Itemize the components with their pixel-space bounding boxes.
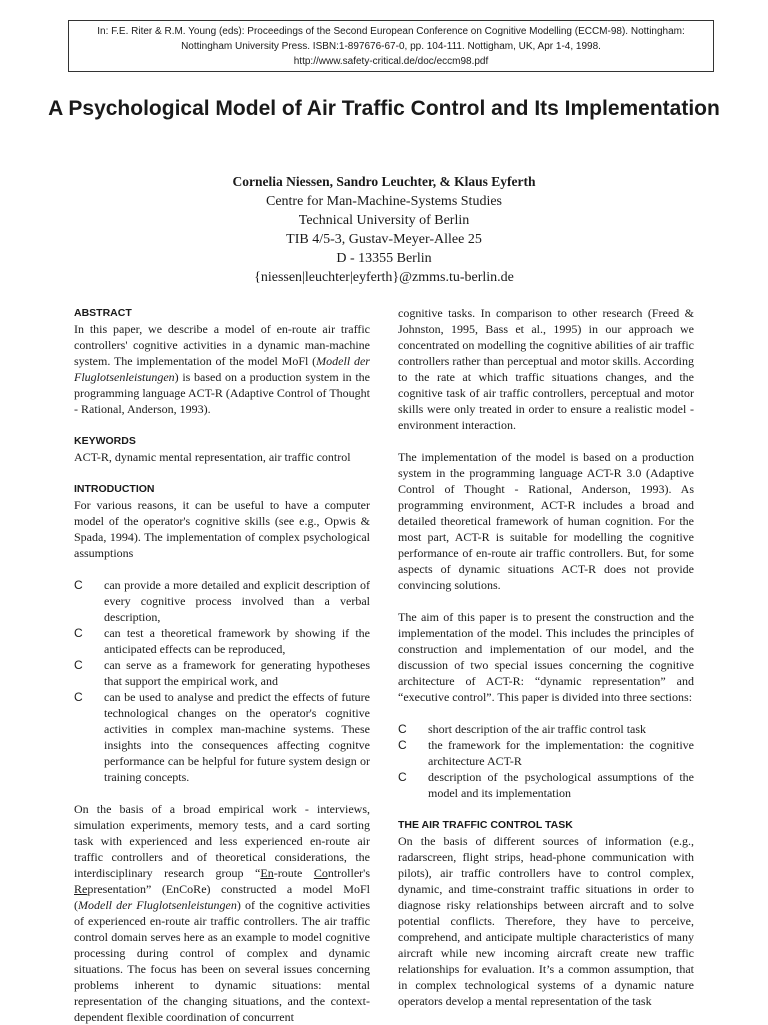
abstract-heading: ABSTRACT bbox=[74, 307, 132, 319]
intro-paragraph: The aim of this paper is to present the construction and the implementation of the model. This includes the principles of construction and implementation of our model, and the discussion of two special issues concerning the cognitive architecture of ACT-R: “dynamic representation” and “executive control”. This paper is divided into three sections: bbox=[398, 610, 694, 704]
list-item: C can serve as a framework for generating hypotheses that support the empirical work, and bbox=[74, 658, 370, 688]
bullet-marker: C bbox=[74, 658, 83, 672]
citation-line: In: F.E. Riter & R.M. Young (eds): Proceedings of the Second European Conference on Cognitive Modelling (ECCM-98). Nottingham: bbox=[97, 26, 685, 37]
citation-box bbox=[68, 20, 714, 72]
author-emails[interactable]: {niessen|leuchter|eyferth}@zmms.tu-berlin.de bbox=[254, 270, 514, 285]
intro-bullet-list bbox=[74, 577, 370, 785]
bullet-marker: C bbox=[398, 738, 407, 752]
keywords-text: ACT-R, dynamic mental representation, air traffic control bbox=[74, 450, 351, 464]
affiliation-line: Technical University of Berlin bbox=[298, 213, 470, 228]
list-item: C description of the psychological assumptions of the model and its implementation bbox=[398, 770, 694, 800]
introduction-heading: INTRODUCTION bbox=[74, 483, 155, 495]
atc-task-text: On the basis of different sources of information (e.g., radarscreen, flight strips, head-phone communication with pilots), air traffic controllers have to control complex, dynamic, and time-constraint traffic situations in order to diagnose risky relationships between aircraft and to solve potential conflicts. Therefore, they have to perceive, comprehend, and anticipate multiple characteristics of many aircraft while new incoming aircraft create new traffic relationships for evaluation. It’s a common assumption, that in complex technological systems of a dynamic nature operators develop a mental representation of the task bbox=[398, 834, 694, 1008]
left-column bbox=[74, 305, 370, 1025]
author-names: Cornelia Niessen, Sandro Leuchter, & Klaus Eyferth bbox=[232, 174, 536, 189]
list-item: C the framework for the implementation: the cognitive architecture ACT-R bbox=[398, 738, 694, 768]
affiliation-line: Centre for Man-Machine-Systems Studies bbox=[265, 194, 502, 209]
list-item: C can provide a more detailed and explicit description of every cognitive process involved than a verbal description, bbox=[74, 578, 370, 624]
affiliation-line: TIB 4/5-3, Gustav-Meyer-Allee 25 bbox=[286, 232, 482, 247]
bullet-marker: C bbox=[398, 770, 407, 784]
list-item: C can test a theoretical framework by showing if the anticipated effects can be reproduced, bbox=[74, 626, 370, 656]
bullet-marker: C bbox=[74, 626, 83, 640]
author-block bbox=[0, 172, 768, 287]
intro-paragraph: cognitive tasks. In comparison to other research (Freed & Johnston, 1995, Bass et al., 1995) in our approach we concentrated on modelling the cognitive abilities of air traffic controllers rather than perceptual and motor skills. According to the rate at which traffic situations changes, and the cognitive task of air traffic controllers, perceptual and motor skills were only treated in order to ensure a realistic model - environment interaction. bbox=[398, 306, 694, 432]
atc-task-heading: THE AIR TRAFFIC CONTROL TASK bbox=[398, 819, 573, 831]
citation-url[interactable]: http://www.safety-critical.de/doc/eccm98.pdf bbox=[293, 56, 489, 67]
right-column bbox=[398, 305, 694, 1009]
intro-paragraph: The implementation of the model is based on a production system in the programming language ACT-R 3.0 (Adaptive Control of Thought - Rational, Anderson, 1993). As programming environment, ACT-R includes a broad and detailed theoretical framework of human cognition. For the most part, ACT-R is suitable for modelling the cognitive performance of en-route air traffic controllers. But, for some aspects of dynamic situations ACT-R does not provide convincing solutions. bbox=[398, 450, 694, 592]
abstract-text: In this paper, we describe a model of en-route air traffic controllers' cognitive activities in a dynamic man-machine system. The implementation of the model MoFl (Modell der Fluglotsenleistungen) is based on a production system in the programming language ACT-R (Adaptive Control of Thought - Rational, Anderson, 1993). bbox=[74, 322, 370, 416]
sections-list bbox=[398, 721, 694, 801]
bullet-marker: C bbox=[398, 722, 407, 736]
paper-title: A Psychological Model of Air Traffic Control and Its Implementation bbox=[48, 97, 720, 120]
intro-paragraph: On the basis of a broad empirical work - interviews, simulation experiments, memory tests, and a card sorting task with experienced and less experienced en-route air traffic controllers and of theoretical considerations, the interdisciplinary research group “En-route Controller's Representation” (EnCoRe) constructed a model MoFl (Modell der Fluglotsenleistungen) of the cognitive activities of experienced en-route air traffic controllers. The air traffic control domain serves here as an example to model cognitive processing during control of complex and dynamic situations. The focus has been on several issues concerning problems inherent to dynamic situations: mental representation of the changing situations, and the context-dependent flexible coordination of concurrent bbox=[74, 802, 371, 1024]
intro-paragraph: For various reasons, it can be useful to have a computer model of the operator's cognitive skills (see e.g., Opwis & Spada, 1994). The implementation of complex psychological assumptions bbox=[74, 498, 370, 560]
keywords-heading: KEYWORDS bbox=[74, 435, 136, 447]
bullet-marker: C bbox=[74, 690, 83, 704]
list-item: C can be used to analyse and predict the effects of future technological changes on the operator's cognitive activities in complex man-machine systems. These insights into the consequences affecting cognitve performance can be helpful for future system design or training concepts. bbox=[74, 690, 370, 784]
citation-line: Nottingham University Press. ISBN:1-897676-67-0, pp. 104-111. Nottigham, UK, Apr 1-4, 1998. bbox=[181, 41, 601, 52]
bullet-marker: C bbox=[74, 578, 83, 592]
list-item: C short description of the air traffic control task bbox=[398, 722, 647, 736]
affiliation-line: D - 13355 Berlin bbox=[336, 251, 432, 266]
